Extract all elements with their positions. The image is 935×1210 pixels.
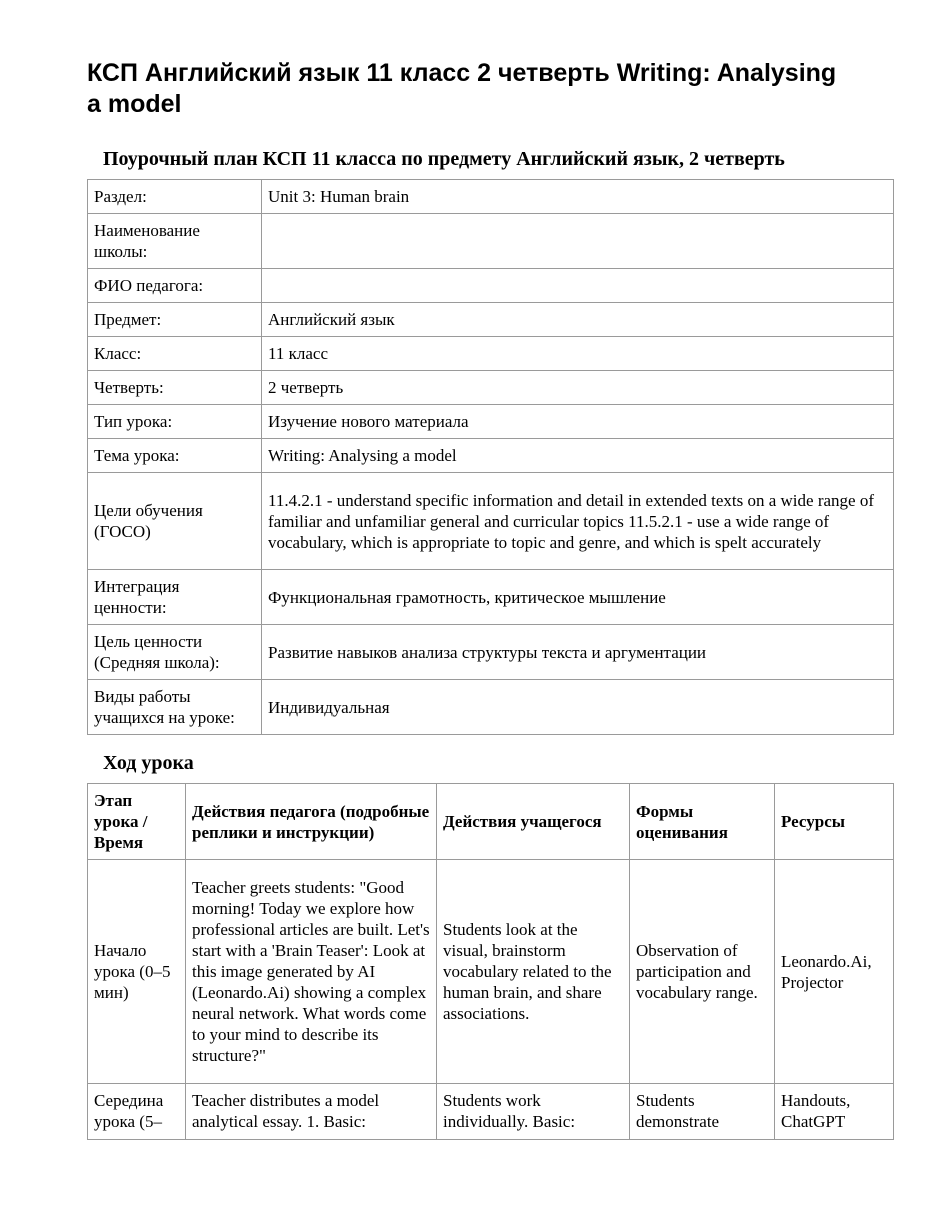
info-value: Функциональная грамотность, критическое мышление [262,570,894,625]
info-row [88,303,894,337]
info-label: Раздел: [88,180,262,214]
student-cell: Students look at the visual, brainstorm vocabulary related to the human brain, and share associations. [437,860,630,1084]
info-row [88,269,894,303]
column-header-teacher: Действия педагога (подробные реплики и инструкции) [186,784,437,860]
info-value: 11.4.2.1 - understand specific information and detail in extended texts on a wide range of familiar and unfamiliar general and curricular topics 11.5.2.1 - use a wide range of vocabulary, which is appropriate to topic and genre, and which is spelt accurately [262,473,894,570]
column-header-resources: Ресурсы [775,784,894,860]
info-value: 11 класс [262,337,894,371]
assessment-cell: Students demonstrate [630,1084,775,1140]
info-row [88,371,894,405]
info-label: Класс: [88,337,262,371]
teacher-cell: Teacher distributes a model analytical essay. 1. Basic: [186,1084,437,1140]
info-label: ФИО педагога: [88,269,262,303]
info-label: Цели обучения (ГОСО) [88,473,262,570]
info-row [88,180,894,214]
column-header-stage: Этап урока / Время [88,784,186,860]
info-label: Виды работы учащихся на уроке: [88,680,262,735]
stage-cell: Середина урока (5– [88,1084,186,1140]
table-row [88,860,894,1084]
info-row [88,214,894,269]
info-row [88,405,894,439]
assessment-cell: Observation of participation and vocabulary range. [630,860,775,1084]
info-label: Четверть: [88,371,262,405]
column-header-student: Действия учащегося [437,784,630,860]
student-cell: Students work individually. Basic: [437,1084,630,1140]
resources-cell: Leonardo.Ai, Projector [775,860,894,1084]
table-row [88,1084,894,1140]
info-value: Изучение нового материала [262,405,894,439]
info-value: Развитие навыков анализа структуры текста и аргументации [262,625,894,680]
info-value: 2 четверть [262,371,894,405]
info-value [262,214,894,269]
course-heading: Ход урока [103,752,194,774]
info-row [88,439,894,473]
info-label: Тип урока: [88,405,262,439]
document-page [87,58,893,1140]
info-value: Индивидуальная [262,680,894,735]
info-value: Английский язык [262,303,894,337]
info-value: Unit 3: Human brain [262,180,894,214]
info-value [262,269,894,303]
info-label: Предмет: [88,303,262,337]
info-row [88,473,894,570]
info-label: Тема урока: [88,439,262,473]
info-row [88,337,894,371]
resources-cell: Handouts, ChatGPT [775,1084,894,1140]
info-label: Наименование школы: [88,214,262,269]
info-value: Writing: Analysing a model [262,439,894,473]
info-row [88,680,894,735]
info-label: Цель ценности (Средняя школа): [88,625,262,680]
lesson-course-table [87,783,894,1140]
document-title: КСП Английский язык 11 класс 2 четверть Writing: Analysing a model [87,59,837,118]
teacher-cell: Teacher greets students: "Good morning! Today we explore how professional articles are built. Let's start with a 'Brain Teaser': Look at this image generated by AI (Leonardo.Ai) showing a complex neural network. What words come to your mind to describe its structure?" [186,860,437,1084]
info-row [88,625,894,680]
table-header-row [88,784,894,860]
plan-heading: Поурочный план КСП 11 класса по предмету Английский язык, 2 четверть [103,148,785,170]
stage-cell: Начало урока (0–5 мин) [88,860,186,1084]
column-header-assessment: Формы оценивания [630,784,775,860]
info-row [88,570,894,625]
lesson-info-table [87,179,894,735]
info-label: Интеграция ценности: [88,570,262,625]
